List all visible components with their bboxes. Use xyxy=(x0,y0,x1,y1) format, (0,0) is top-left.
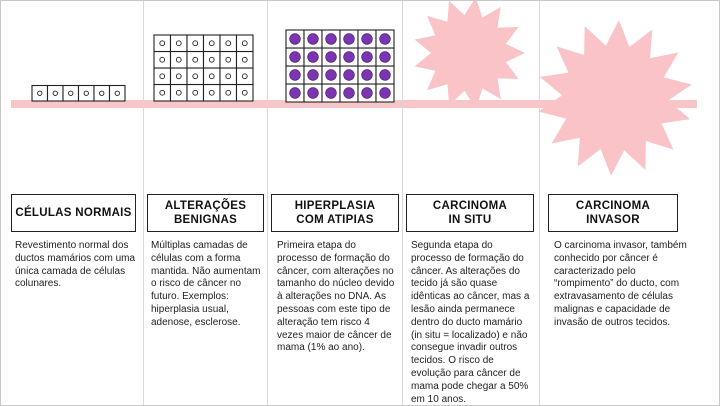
stage-title: ALTERAÇÕES BENIGNAS xyxy=(164,200,247,226)
stage-title-box-invasive-carcinoma xyxy=(548,194,678,232)
nucleus xyxy=(160,41,165,46)
nucleus xyxy=(226,57,231,62)
atypical-nucleus xyxy=(362,52,373,63)
stage-title-box-benign-changes xyxy=(147,194,264,232)
stage-title-box-atypical-hyperplasia xyxy=(271,194,399,232)
nucleus xyxy=(100,91,104,95)
nucleus xyxy=(160,90,165,95)
cell-group xyxy=(286,30,394,102)
nucleus xyxy=(242,90,247,95)
atypical-nucleus xyxy=(380,34,391,45)
atypical-nucleus xyxy=(308,88,319,99)
nucleus xyxy=(193,41,198,46)
nucleus xyxy=(226,74,231,79)
nucleus xyxy=(176,57,181,62)
atypical-nucleus xyxy=(326,34,337,45)
panel-separator xyxy=(143,1,144,406)
stage-description: O carcinoma invasor, também conhecido por câncer é caracterizado pelo “rompimento” do ducto, com extravasamento de células malignas e capacidade de invasão de outros tecidos. xyxy=(554,240,687,328)
atypical-nucleus xyxy=(362,88,373,99)
atypical-nucleus xyxy=(344,34,355,45)
atypical-nucleus xyxy=(326,70,337,81)
atypical-nucleus xyxy=(308,52,319,63)
panel-separator xyxy=(539,1,540,406)
atypical-nucleus xyxy=(290,88,301,99)
nucleus xyxy=(209,57,214,62)
stage-description: Múltiplas camadas de células com a forma mantida. Não aumentam o risco de câncer no futuro. Exemplos: hiperplasia usual, adenose, esclerose. xyxy=(151,240,261,328)
stage-title: CÉLULAS NORMAIS xyxy=(15,207,132,219)
nucleus xyxy=(38,91,42,95)
atypical-nucleus xyxy=(290,52,301,63)
nucleus xyxy=(209,74,214,79)
nucleus xyxy=(193,57,198,62)
nucleus xyxy=(53,91,57,95)
carcinoma-in-situ-lesion xyxy=(415,1,525,109)
atypical-nucleus xyxy=(290,70,301,81)
atypical-nucleus xyxy=(308,34,319,45)
atypical-nucleus xyxy=(344,52,355,63)
nucleus xyxy=(226,90,231,95)
invasive-carcinoma-lesion xyxy=(538,20,692,176)
atypical-nucleus xyxy=(380,88,391,99)
atypical-nucleus xyxy=(380,70,391,81)
atypical-nucleus xyxy=(290,34,301,45)
nucleus xyxy=(176,90,181,95)
atypical-nucleus xyxy=(362,34,373,45)
panel-separator xyxy=(267,1,268,406)
stage-title-box-normal-cells xyxy=(11,194,136,232)
nucleus xyxy=(226,41,231,46)
nucleus xyxy=(160,57,165,62)
panel-separator xyxy=(402,1,403,406)
nucleus xyxy=(69,91,73,95)
atypical-nucleus xyxy=(326,88,337,99)
stage-title: HIPERPLASIA COM ATIPIAS xyxy=(294,200,376,226)
atypical-nucleus xyxy=(344,70,355,81)
cell-groups xyxy=(32,1,692,176)
nucleus xyxy=(115,91,119,95)
nucleus xyxy=(242,57,247,62)
stage-title: CARCINOMA INVASOR xyxy=(575,200,651,226)
stage-description: Primeira etapa do processo de formação do câncer, com alterações no tamanho do núcleo devido à alterações no DNA. As pessoas com este tipo de alteração tem risco 4 vezes maior de câncer de mama (1% ao ano). xyxy=(277,240,395,354)
stage-description: Segunda etapa do processo de formação do câncer. As alterações do tecido já são quase idênticas ao câncer, mas a lesão ainda permanece dentro do ducto mamário (in situ = localizado) e não consegue invadir outros tecidos. O risco de evolução para câncer de mama pode chegar a 50% em 10 anos. xyxy=(411,240,530,405)
nucleus xyxy=(193,90,198,95)
nucleus xyxy=(242,74,247,79)
atypical-nucleus xyxy=(380,52,391,63)
stage-description: Revestimento normal dos ductos mamários com uma única camada de células colunares. xyxy=(15,240,136,290)
cell-group xyxy=(154,35,253,101)
nucleus xyxy=(176,74,181,79)
atypical-nucleus xyxy=(344,88,355,99)
nucleus xyxy=(193,74,198,79)
atypical-nucleus xyxy=(308,70,319,81)
stage-title-box-carcinoma-in-situ xyxy=(406,194,534,232)
stage-title: CARCINOMA IN SITU xyxy=(432,200,508,226)
atypical-nucleus xyxy=(326,52,337,63)
nucleus xyxy=(160,74,165,79)
nucleus xyxy=(176,41,181,46)
nucleus xyxy=(209,41,214,46)
nucleus xyxy=(242,41,247,46)
atypical-nucleus xyxy=(362,70,373,81)
cell-group xyxy=(32,86,125,102)
nucleus xyxy=(84,91,88,95)
nucleus xyxy=(209,90,214,95)
